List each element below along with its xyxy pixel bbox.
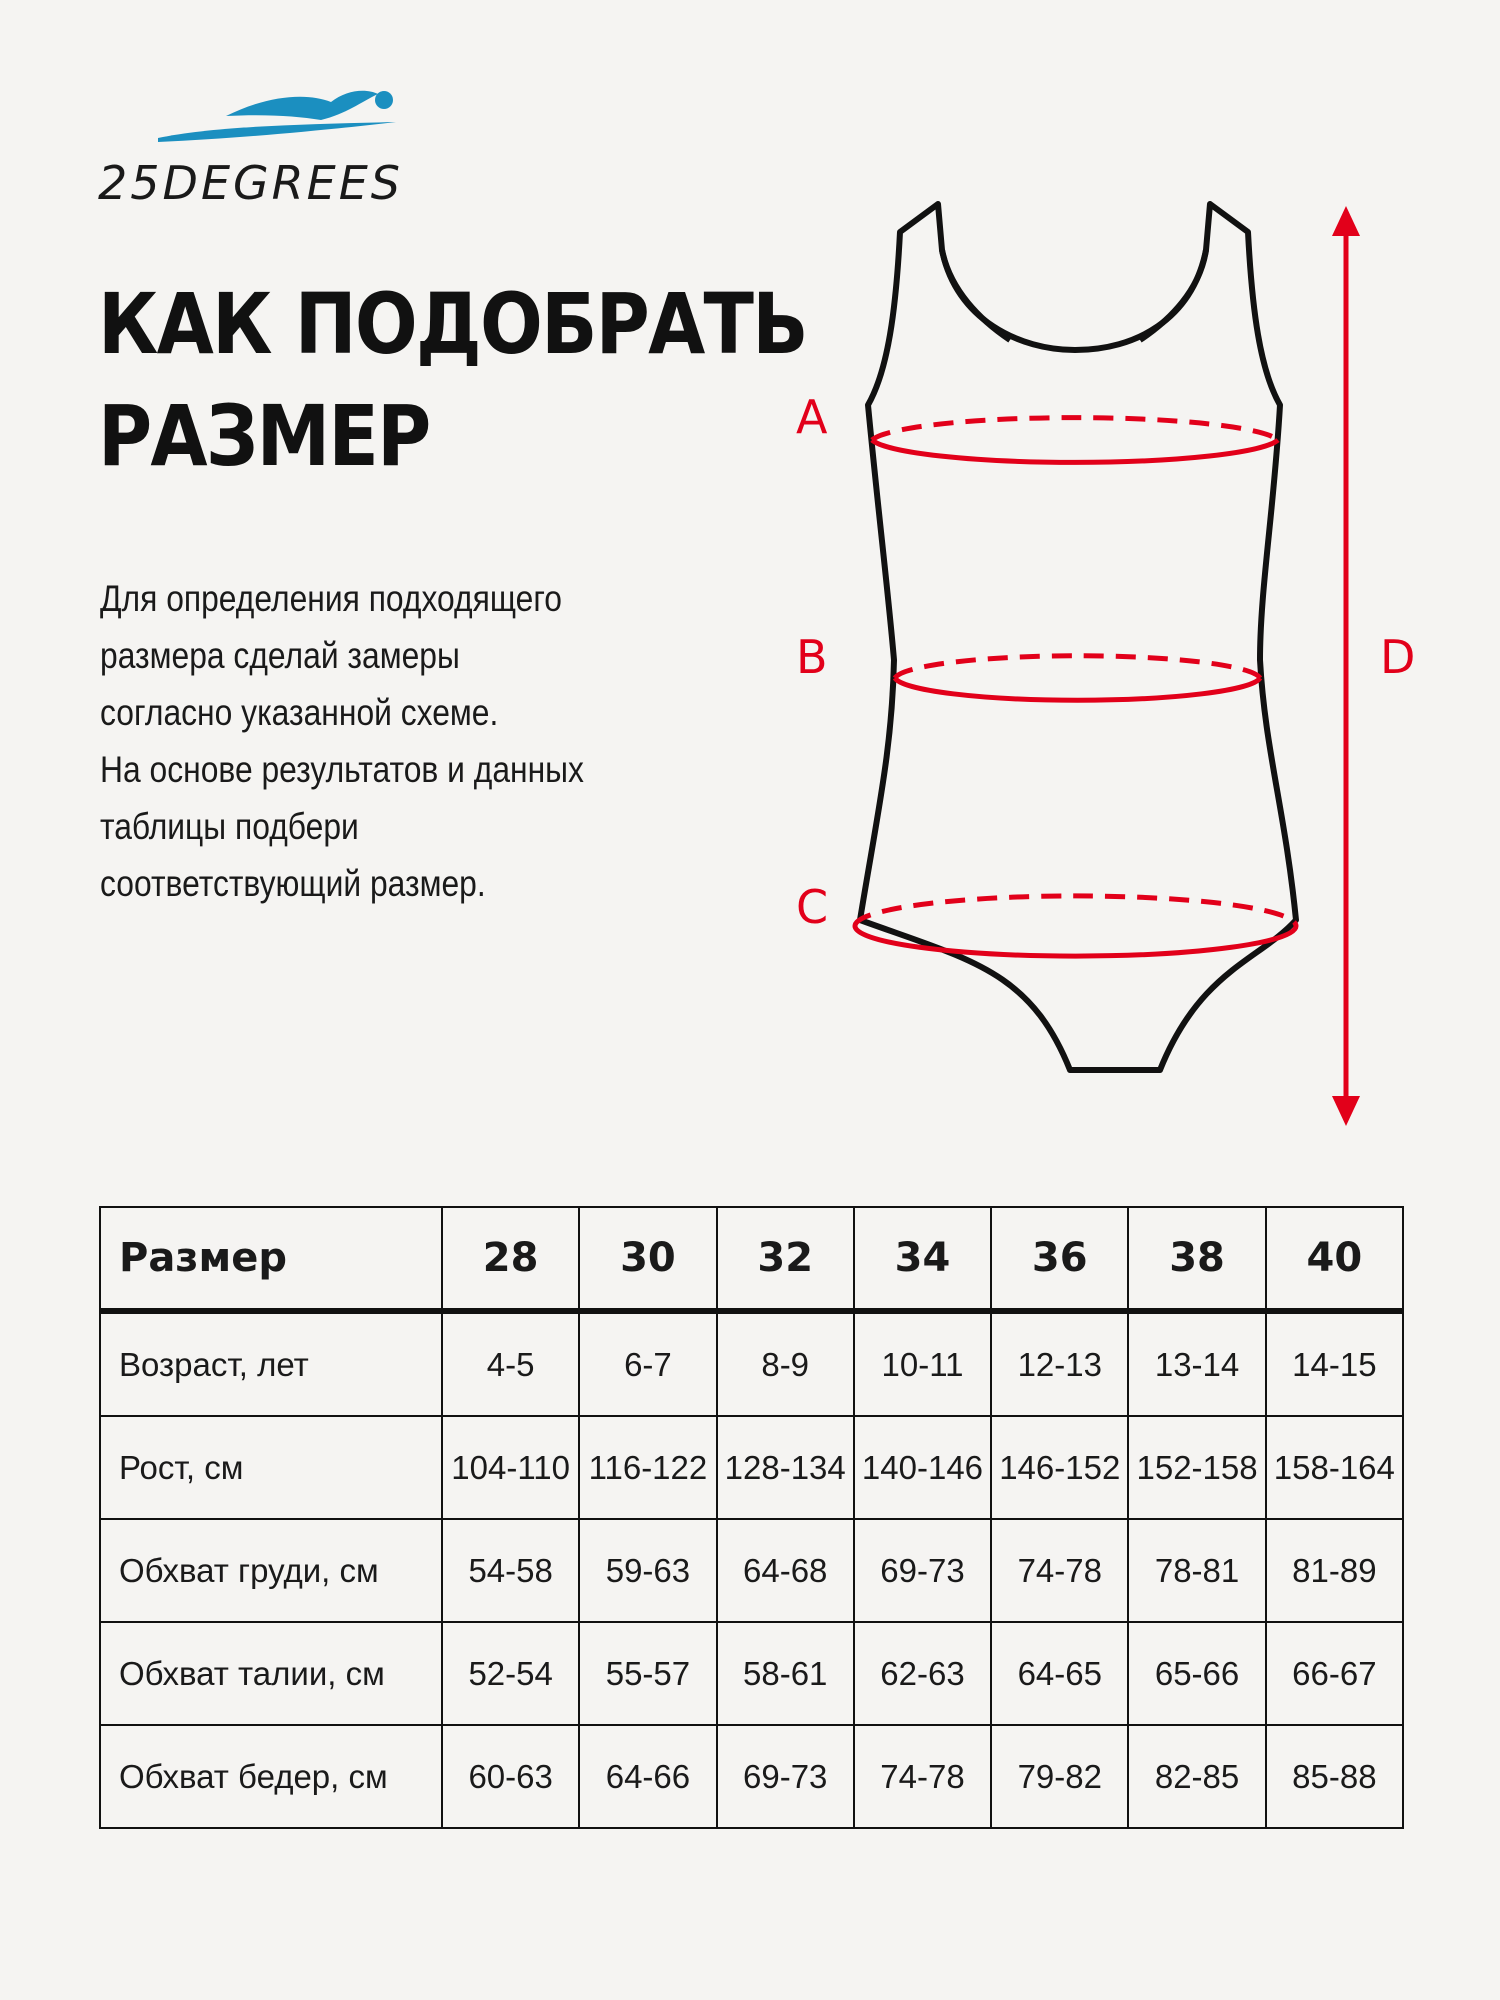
header-cell: 32 (717, 1207, 854, 1311)
table-cell: 13-14 (1128, 1311, 1265, 1416)
brand-name: 25DEGREES (98, 156, 403, 210)
header-cell: 30 (579, 1207, 716, 1311)
table-cell: 64-68 (717, 1519, 854, 1622)
table-cell: 85-88 (1266, 1725, 1403, 1828)
header-cell: 28 (442, 1207, 579, 1311)
table-cell: 104-110 (442, 1416, 579, 1519)
label-a: A (796, 390, 828, 444)
table-row (100, 1519, 1403, 1622)
table-cell: 146-152 (991, 1416, 1128, 1519)
header-cell: Размер (100, 1207, 442, 1311)
instructions-line: таблицы подбери (100, 806, 359, 847)
swimsuit-diagram (760, 190, 1460, 1150)
table-cell: 62-63 (854, 1622, 991, 1725)
table-cell: 152-158 (1128, 1416, 1265, 1519)
instructions-line: На основе результатов и данных (100, 749, 584, 790)
brand-logo (96, 86, 436, 210)
table-cell: 54-58 (442, 1519, 579, 1622)
table-cell: 79-82 (991, 1725, 1128, 1828)
instructions-line: Для определения подходящего (100, 578, 562, 619)
table-cell: 128-134 (717, 1416, 854, 1519)
label-c: C (796, 880, 829, 934)
table-cell: 12-13 (991, 1311, 1128, 1416)
swimsuit-outline-icon (860, 204, 1296, 1070)
table-cell: 78-81 (1128, 1519, 1265, 1622)
table-cell: 58-61 (717, 1622, 854, 1725)
table-cell: Возраст, лет (100, 1311, 442, 1416)
measure-lines (855, 220, 1346, 1110)
page-title (98, 268, 807, 492)
instructions-line: согласно указанной схеме. (100, 692, 499, 733)
size-table (99, 1206, 1404, 1829)
table-cell: 14-15 (1266, 1311, 1403, 1416)
header-cell: 38 (1128, 1207, 1265, 1311)
title-line-2: РАЗМЕР (98, 387, 430, 485)
table-cell: 59-63 (579, 1519, 716, 1622)
table-cell: 116-122 (579, 1416, 716, 1519)
table-cell: 52-54 (442, 1622, 579, 1725)
table-cell: 55-57 (579, 1622, 716, 1725)
table-cell: 66-67 (1266, 1622, 1403, 1725)
table-cell: Обхват бедер, см (100, 1725, 442, 1828)
table-cell: Рост, см (100, 1416, 442, 1519)
table-cell: 74-78 (991, 1519, 1128, 1622)
table-cell: 82-85 (1128, 1725, 1265, 1828)
table-cell: 6-7 (579, 1311, 716, 1416)
header-cell: 36 (991, 1207, 1128, 1311)
table-cell: 10-11 (854, 1311, 991, 1416)
table-cell: 69-73 (854, 1519, 991, 1622)
table-cell: 140-146 (854, 1416, 991, 1519)
table-cell: Обхват талии, см (100, 1622, 442, 1725)
table-row (100, 1725, 1403, 1828)
instructions-text (100, 570, 584, 912)
table-cell: 74-78 (854, 1725, 991, 1828)
table-cell: 64-65 (991, 1622, 1128, 1725)
table-row (100, 1622, 1403, 1725)
header-cell: 34 (854, 1207, 991, 1311)
header-cell: 40 (1266, 1207, 1403, 1311)
instructions-line: размера сделай замеры (100, 635, 460, 676)
label-d: D (1380, 630, 1416, 684)
table-row (100, 1311, 1403, 1416)
table-cell: 158-164 (1266, 1416, 1403, 1519)
swimmer-icon (156, 86, 396, 146)
table-cell: 64-66 (579, 1725, 716, 1828)
label-b: B (796, 630, 828, 684)
instructions-line: соответствующий размер. (100, 863, 486, 904)
table-cell: 69-73 (717, 1725, 854, 1828)
table-cell: 81-89 (1266, 1519, 1403, 1622)
table-cell: 4-5 (442, 1311, 579, 1416)
table-cell: Обхват груди, см (100, 1519, 442, 1622)
title-line-1: КАК ПОДОБРАТЬ (98, 275, 807, 373)
table-header-row (100, 1207, 1403, 1311)
table-cell: 8-9 (717, 1311, 854, 1416)
table-cell: 65-66 (1128, 1622, 1265, 1725)
table-cell: 60-63 (442, 1725, 579, 1828)
table-row (100, 1416, 1403, 1519)
